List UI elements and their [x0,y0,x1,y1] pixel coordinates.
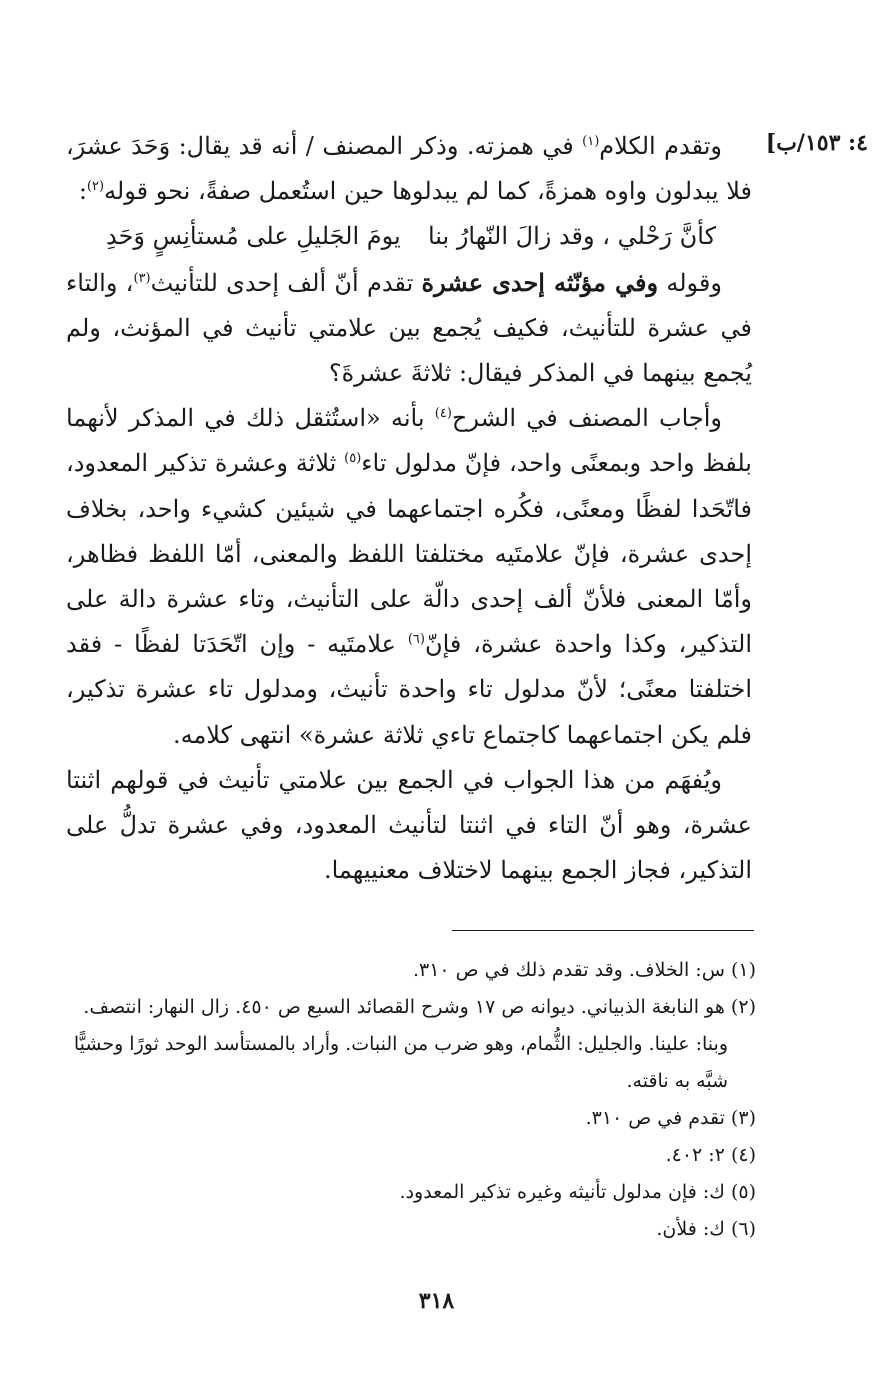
paragraph-1-text-b: في همزته. وذكر المصنف / أنه قد يقال: وَحَدَ عشرَ، فلا يبدلون واوه همزةً، كما لم يبدلوها حين استُعمل صفةً، نحو قوله [66,132,752,206]
footnote-5: (٥) ك: فإن مدلول تأنيثه وغيره تذكير المعدود. [399,1181,756,1203]
footnote-ref-2[interactable]: (٢) [86,179,105,195]
verse-first-hemistich: كأنَّ رَحْلي ، وقد زالَ النّهارُ بنا [427,222,716,251]
footnote-2-text: (٢) هو النابغة الذبياني. ديوانه ص ١٧ وشرح القصائد السبع ص ٤٥٠. زال النهار: انتصف. [83,996,756,1018]
page-number: ٣١٨ [418,1288,455,1314]
paragraph-2-text-b: تقدم أنّ ألف إحدى للتأنيث [150,268,422,297]
footnotes [66,952,756,1248]
footnote-separator [452,930,754,931]
footnote-ref-3[interactable]: (٣) [133,270,151,286]
paragraph-3 [66,396,752,758]
paragraph-4: ويُفهَم من هذا الجواب في الجمع بين علامتي تأنيث في قولهم اثنتا عشرة، وهو أنّ التاء في اثنتا لتأنيث المعدود، وفي عشرة تدلُّ على التذكير، فجاز الجمع بينهما لاختلاف معنييهما. [66,765,752,885]
paragraph-2-bold-quote: وفي مؤنّثه إحدى عشرة [421,267,659,297]
footnote-2-continuation: وبنا: علينا. والجليل: الثُّمام، وهو ضرب من النبات. وأراد بالمستأسد الوحد ثورًا وحشيًّا شبَّه به ناقته. [73,1033,728,1092]
paragraph-3-text-c: ثلاثة وعشرة تذكير المعدود، فاتّحَدا لفظًا ومعنًى، فكُره اجتماعهما في شيئين كشيء واحد، بخلاف إحدى عشرة، فإنّ علامتَيه مختلفتا اللفظ والمعنى، أمّا اللفظ فظاهر، وأمّا المعنى فلأنّ ألف إحدى دالّة على التأنيث، وتاء عشرة دالة على التذكير، وكذا واحدة عشرة، فإنّ [66,449,752,659]
main-text [66,124,752,893]
footnote-4: (٤) ٢: ٤٠٢. [665,1144,756,1166]
paragraph-2 [66,260,752,397]
footnote-2 [66,989,756,1100]
footnote-6: (٦) ك: فلأن. [656,1218,756,1240]
footnote-3: (٣) تقدم في ص ٣١٠. [585,1107,756,1129]
paragraph-2-text-a: وقوله [658,268,722,297]
paragraph-3-text-a: وأجاب المصنف في الشرح [451,404,722,433]
paragraph-2-text-c: ، والتاء في عشرة للتأنيث، فكيف يُجمع بين علامتي تأنيث في المؤنث، ولم يُجمع بينهما في المذكر فيقال: ثلاثةَ عشرةَ؟ [66,268,752,388]
paragraph-3-text-d: علامتَيه - وإن اتّحَدَتا لفظًا - فقد اختلفتا معنًى؛ لأنّ مدلول تاء واحدة تأنيث، ومدلول تاء عشرة تذكير، فلم يكن اجتماعهما كاجتماع تاءي ثلاثة عشرة» انتهى كلامه. [66,630,752,749]
paragraph-1-text-c: : [78,177,87,206]
footnote-1: (١) س: الخلاف. وقد تقدم ذلك في ص ٣١٠. [412,959,756,981]
paragraph-3-text-b: بأنه «استُثقل ذلك في المذكر لأنهما بلفظ واحد وبمعنًى واحد، فإنّ مدلول تاء [66,404,752,478]
poetry-verse [66,214,752,259]
footnote-ref-6[interactable]: (٦) [407,632,425,648]
footnote-ref-4[interactable]: (٤) [434,406,452,422]
footnote-ref-1[interactable]: (١) [582,134,600,149]
paragraph-1 [66,124,752,214]
footnote-ref-5[interactable]: (٥) [344,451,362,467]
margin-reference: ٤: ١٥٣/ب] [765,130,868,156]
verse-second-hemistich: يومَ الجَليلِ على مُستأنِسٍ وَحَدِ [106,222,401,251]
paragraph-1-text-a: وتقدم الكلام [599,132,722,160]
